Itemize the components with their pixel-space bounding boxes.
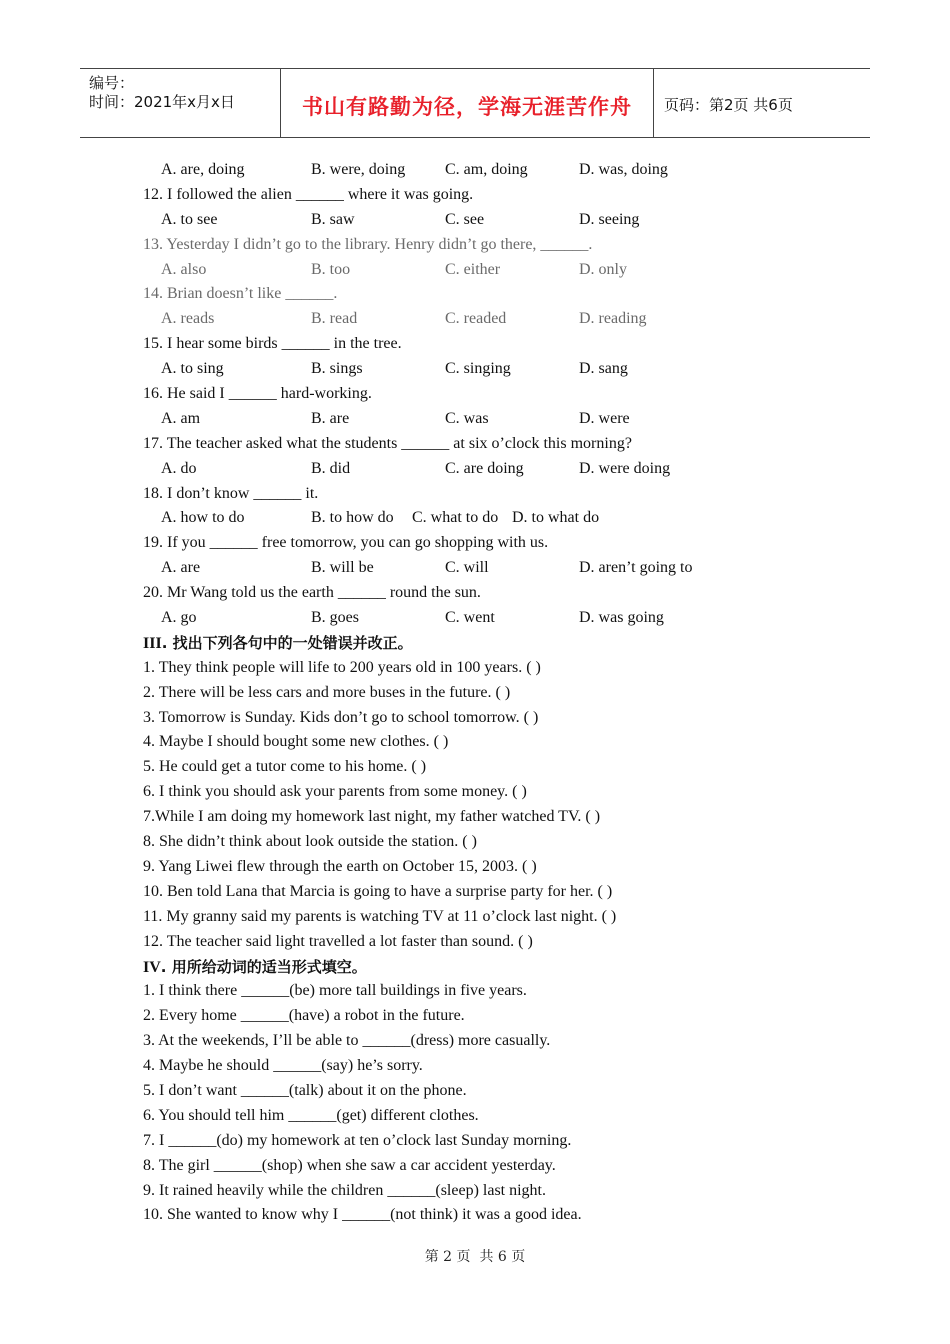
question: 15. I hear some birds ______ in the tree. bbox=[143, 335, 402, 353]
option: D. reading bbox=[579, 310, 647, 328]
option: D. was going bbox=[579, 609, 664, 627]
section-title: . 用所给动词的适当形式填空。 bbox=[160, 957, 367, 976]
list-item: 7.While I am doing my homework last night, my father watched TV. ( ) bbox=[143, 808, 601, 826]
option: A. do bbox=[161, 459, 197, 477]
section-number: IV bbox=[143, 958, 161, 976]
option: B. goes bbox=[311, 609, 359, 627]
option: C. was bbox=[445, 409, 489, 427]
option: A. to sing bbox=[161, 360, 224, 378]
footer-page-number: 2 bbox=[443, 1249, 453, 1265]
list-item: 4. Maybe he should ______(say) he’s sorry. bbox=[143, 1057, 423, 1075]
option: D. only bbox=[579, 260, 627, 278]
list-item: 8. The girl ______(shop) when she saw a car accident yesterday. bbox=[143, 1156, 556, 1174]
option: B. to how do bbox=[311, 509, 394, 527]
list-item: 3. At the weekends, I’ll be able to ______(dress) more casually. bbox=[143, 1032, 551, 1050]
time-label: 时间：2021年x月x日 bbox=[89, 93, 235, 111]
options-row bbox=[143, 208, 843, 233]
page-info: 页码：第2页 共6页 bbox=[664, 96, 793, 114]
question: 17. The teacher asked what the students ______ at six o’clock this morning? bbox=[143, 434, 632, 452]
section-number: III bbox=[143, 634, 162, 652]
question: 19. If you ______ free tomorrow, you can go shopping with us. bbox=[143, 534, 549, 552]
footer-total-pages: 6 bbox=[497, 1249, 507, 1265]
option: A. are, doing bbox=[161, 161, 245, 178]
list-item: 10. Ben told Lana that Marcia is going to have a surprise party for her. ( ) bbox=[143, 882, 613, 900]
option: B. did bbox=[311, 459, 351, 477]
option: B. too bbox=[311, 260, 351, 278]
header-motto-cell bbox=[281, 69, 654, 137]
option: A. are bbox=[161, 559, 201, 577]
question: 20. Mr Wang told us the earth ______ round the sun. bbox=[143, 584, 481, 602]
footer-ye2: 页 bbox=[511, 1249, 526, 1265]
footer-ye: 页 bbox=[456, 1249, 471, 1265]
list-item: 11. My granny said my parents is watching TV at 11 o’clock last night. ( ) bbox=[143, 907, 617, 925]
option: C. will bbox=[445, 559, 489, 577]
list-item: 5. I don’t want ______(talk) about it on the phone. bbox=[143, 1081, 467, 1099]
section-heading bbox=[143, 631, 843, 656]
motto: 书山有路勤为径，学海无涯苦作舟 bbox=[302, 95, 632, 119]
header-page-cell bbox=[654, 69, 870, 137]
option: B. are bbox=[311, 409, 350, 427]
options-row bbox=[143, 357, 843, 382]
option: D. was, doing bbox=[579, 161, 668, 178]
footer-di: 第 bbox=[424, 1249, 439, 1265]
list-item: 6. I think you should ask your parents from some money. ( ) bbox=[143, 783, 527, 801]
option: B. read bbox=[311, 310, 358, 328]
section-title: . 找出下列各句中的一处错误并改正。 bbox=[161, 633, 413, 652]
list-item: 2. There will be less cars and more buses in the future. ( ) bbox=[143, 683, 511, 701]
option: B. will be bbox=[311, 559, 374, 577]
question: 13. Yesterday I didn’t go to the library. Henry didn’t go there, ______. bbox=[143, 235, 593, 253]
list-item: 9. It rained heavily while the children ______(sleep) last night. bbox=[143, 1181, 546, 1199]
option: D. were doing bbox=[579, 459, 671, 477]
question: 14. Brian doesn’t like ______. bbox=[143, 285, 338, 303]
option: D. sang bbox=[579, 360, 628, 378]
option: D. aren’t going to bbox=[579, 559, 693, 577]
option: A. go bbox=[161, 609, 197, 627]
options-row bbox=[143, 158, 843, 183]
list-item: 1. I think there ______(be) more tall buildings in five years. bbox=[143, 982, 527, 1000]
option: A. also bbox=[161, 260, 207, 278]
list-item: 12. The teacher said light travelled a lot faster than sound. ( ) bbox=[143, 932, 533, 950]
footer-gong: 共 bbox=[479, 1249, 494, 1265]
option: C. either bbox=[445, 260, 501, 278]
list-item: 2. Every home ______(have) a robot in the future. bbox=[143, 1007, 465, 1025]
list-item: 8. She didn’t think about look outside the station. ( ) bbox=[143, 833, 477, 851]
option: D. were bbox=[579, 409, 630, 427]
number-label: 编号： bbox=[89, 74, 135, 92]
list-item: 10. She wanted to know why I ______(not think) it was a good idea. bbox=[143, 1206, 582, 1224]
option: C. readed bbox=[445, 310, 507, 328]
options-row bbox=[143, 407, 843, 432]
list-item: 1. They think people will life to 200 years old in 100 years. ( ) bbox=[143, 658, 541, 676]
options-row bbox=[143, 556, 843, 581]
option: C. are doing bbox=[445, 459, 524, 477]
option: A. reads bbox=[161, 310, 215, 328]
options-row bbox=[143, 457, 843, 482]
option: A. am bbox=[161, 409, 201, 427]
section-heading bbox=[143, 955, 843, 980]
worksheet-content bbox=[143, 158, 843, 1228]
option: A. how to do bbox=[161, 509, 245, 527]
list-item: 9. Yang Liwei flew through the earth on October 15, 2003. ( ) bbox=[143, 857, 537, 875]
question: 18. I don’t know ______ it. bbox=[143, 484, 319, 502]
option: C. what to do bbox=[412, 509, 499, 527]
header-meta-cell bbox=[80, 69, 281, 137]
list-item: 7. I ______(do) my homework at ten o’clock last Sunday morning. bbox=[143, 1131, 572, 1149]
option: D. seeing bbox=[579, 210, 640, 228]
question: 12. I followed the alien ______ where it was going. bbox=[143, 185, 474, 203]
option: C. am, doing bbox=[445, 161, 528, 178]
options-row bbox=[143, 606, 843, 631]
list-item: 4. Maybe I should bought some new clothes. ( ) bbox=[143, 733, 449, 751]
options-row bbox=[143, 307, 843, 332]
option: B. saw bbox=[311, 210, 355, 228]
option: D. to what do bbox=[512, 509, 600, 527]
option: C. singing bbox=[445, 360, 511, 378]
page-header bbox=[80, 68, 870, 138]
options-row bbox=[143, 506, 843, 531]
list-item: 5. He could get a tutor come to his home. ( ) bbox=[143, 758, 427, 776]
list-item: 3. Tomorrow is Sunday. Kids don’t go to school tomorrow. ( ) bbox=[143, 708, 539, 726]
question: 16. He said I ______ hard-working. bbox=[143, 385, 372, 403]
option: B. were, doing bbox=[311, 161, 406, 178]
option: B. sings bbox=[311, 360, 363, 378]
list-item: 6. You should tell him ______(get) different clothes. bbox=[143, 1106, 479, 1124]
options-row bbox=[143, 258, 843, 283]
option: C. see bbox=[445, 210, 485, 228]
page-footer bbox=[0, 1246, 950, 1266]
option: C. went bbox=[445, 609, 495, 627]
option: A. to see bbox=[161, 210, 218, 228]
